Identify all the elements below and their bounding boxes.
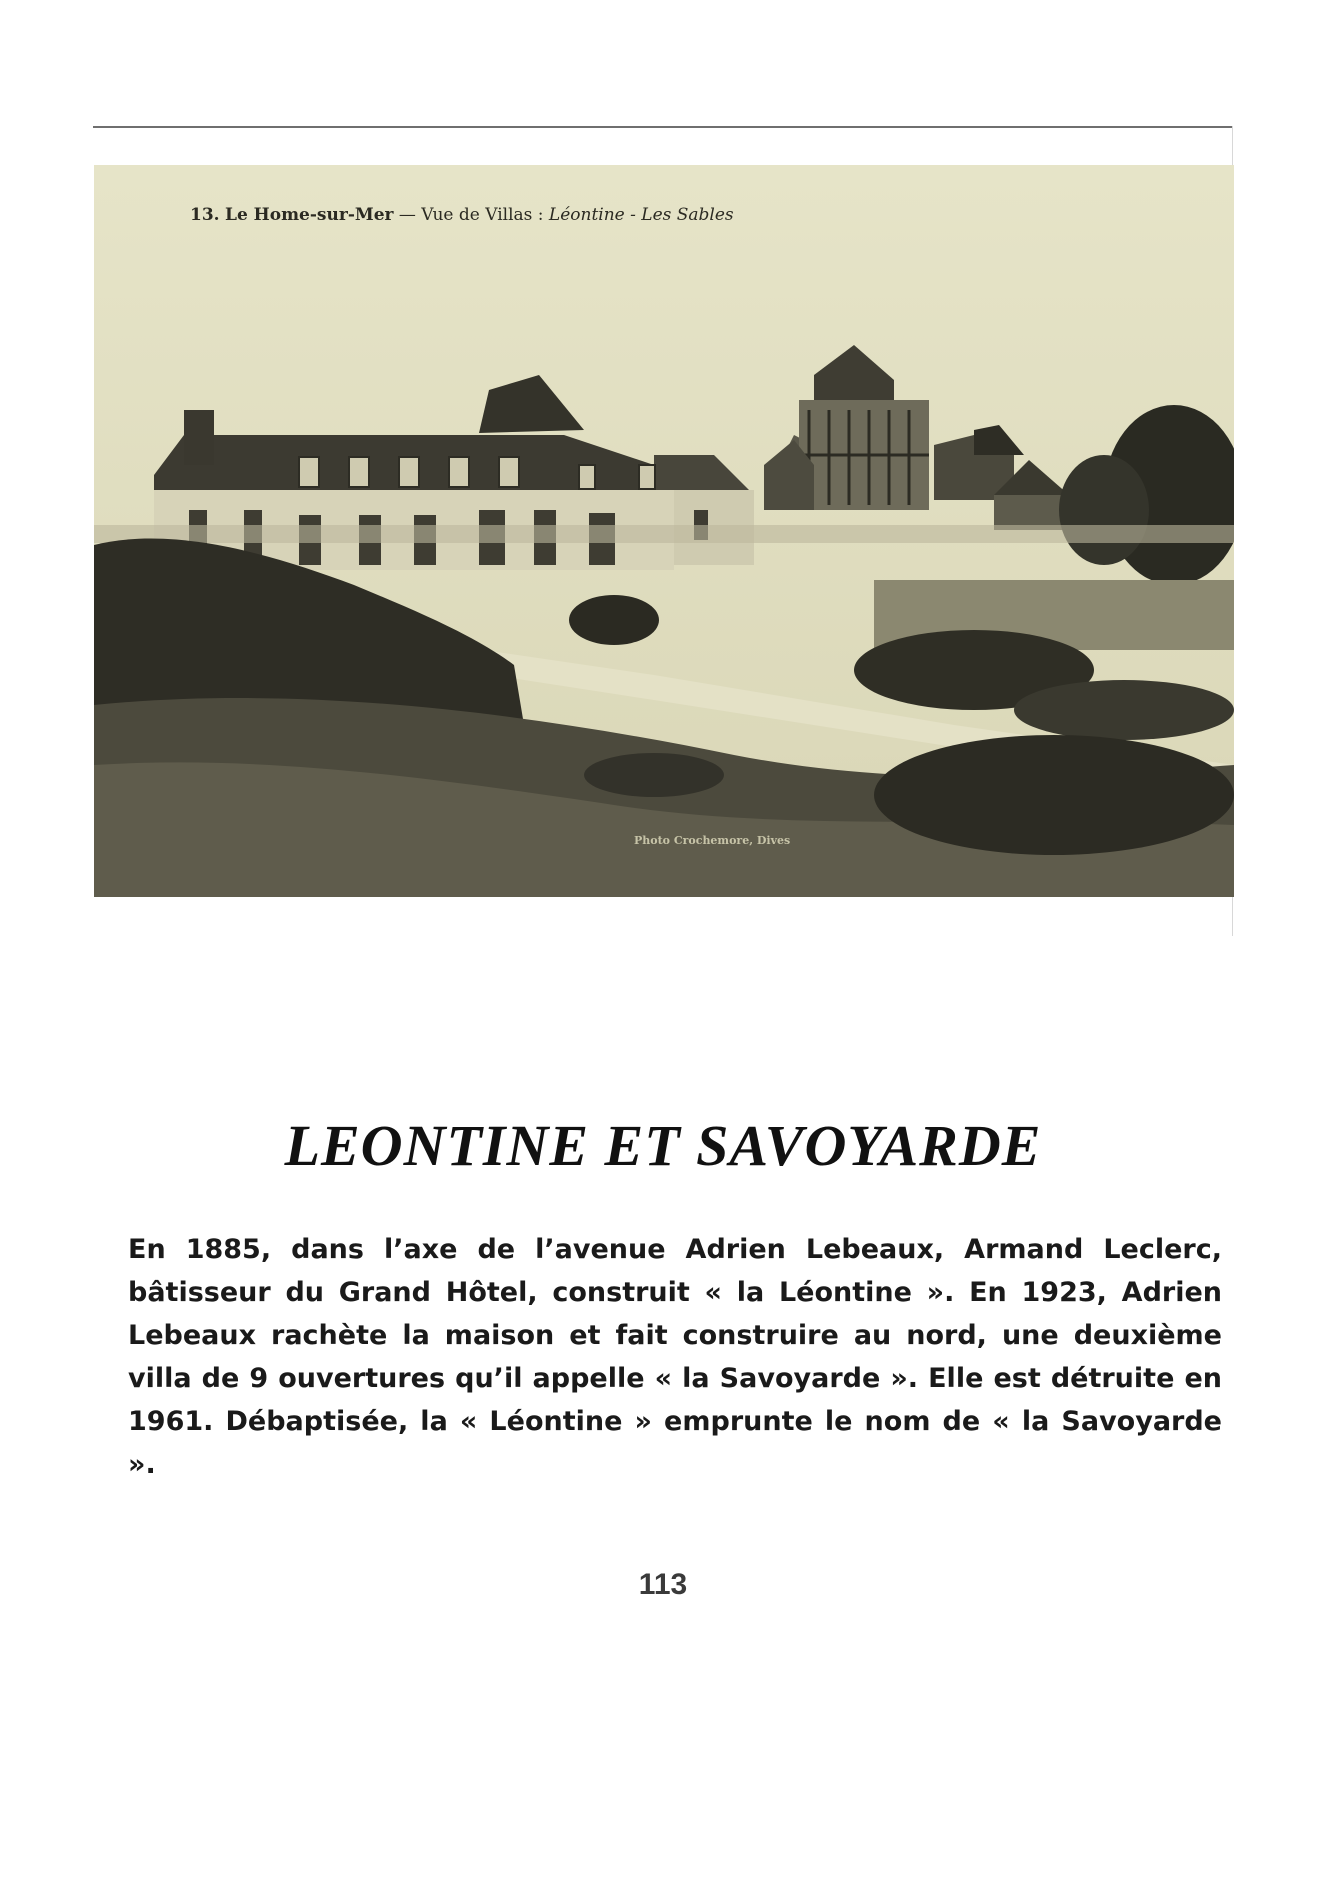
page-title: LEONTINE ET SAVOYARDE [284, 1113, 1042, 1178]
postcard-separator: — [398, 205, 416, 225]
postcard-photo [94, 165, 1234, 897]
postcard-villas: Léontine - Les Sables [548, 205, 734, 225]
postcard-illustration [94, 165, 1234, 897]
postcard-number: 13. [190, 205, 220, 225]
postcard-photo-credit: Photo Crochemore, Dives [634, 834, 791, 847]
body-paragraph: En 1885, dans l’axe de l’avenue Adrien Lebeaux, Armand Leclerc, bâtisseur du Grand Hôtel, construit « la Léontine ». En 1923, Adrien Lebeaux rachète la maison et fait construire au nord, une deuxième villa de 9 ouvertures qu’il appelle « la Savoyarde ». Elle est détruite en 1961. Débaptisée, la « Léontine » emprunte le nom de « la Savoyarde ». [128, 1234, 1222, 1480]
top-rule [93, 126, 1233, 128]
postcard-place: Le Home-sur-Mer [224, 205, 394, 225]
postcard-caption [190, 205, 734, 225]
page-number: 113 [638, 1568, 688, 1601]
postcard-subtitle: Vue de Villas : [421, 205, 544, 225]
